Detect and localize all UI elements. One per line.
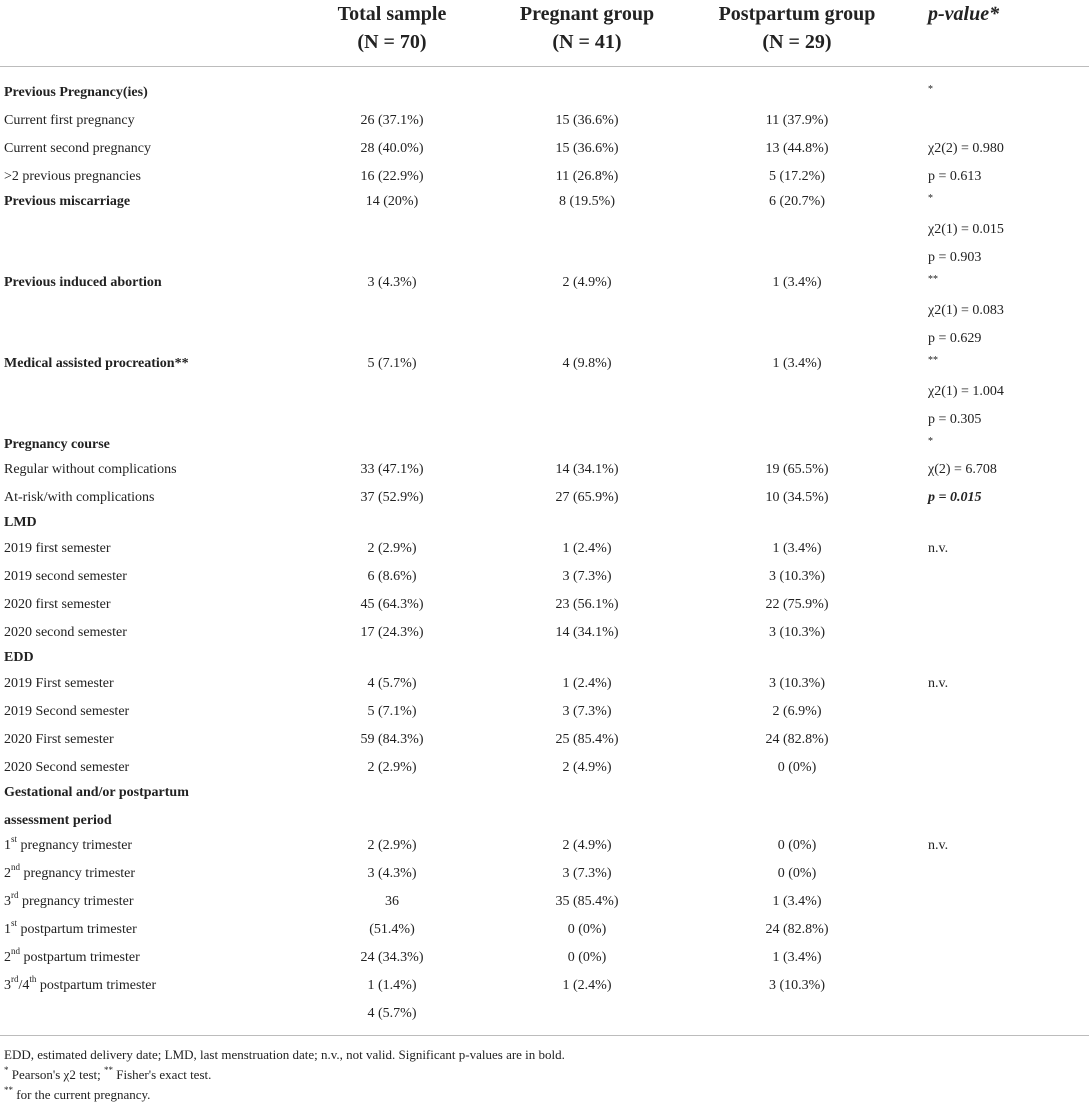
p-value-cell: ** [928,274,938,285]
total-sample-cell: 5 (7.1%) [367,356,417,371]
p-value-cell: p = 0.305 [928,412,982,427]
postpartum-group-cell: 3 (10.3%) [769,978,825,993]
row-label [4,834,133,855]
row-label-text: pregnancy trimester [23,866,136,881]
p-value-cell: χ2(1) = 1.004 [928,384,1004,399]
p-value-cell: p = 0.613 [928,169,982,184]
total-sample-cell: 45 (64.3%) [360,597,424,612]
ordinal-second-suffix: th [29,974,37,985]
postpartum-group-cell: 0 (0%) [777,760,817,775]
total-sample-header [322,0,462,56]
row-label: >2 previous pregnancies [4,169,141,184]
p-value-cell: * [928,193,933,204]
row-label: Pregnancy course [4,437,110,452]
p-value-cell: * [928,436,933,447]
p-value-cell: p = 0.015 [928,490,982,505]
total-sample-cell: 37 (52.9%) [360,490,424,505]
row-label-text: postpartum trimester [39,978,157,993]
row-label: Current first pregnancy [4,113,135,128]
pregnant-group-cell: 15 (36.6%) [555,141,619,156]
row-label: 2019 second semester [4,569,127,584]
table-bottom-divider [0,1035,1089,1036]
total-sample-cell: 16 (22.9%) [360,169,424,184]
pregnant-group-cell: 3 (7.3%) [562,866,612,881]
footnote-abbreviations: EDD, estimated delivery date; LMD, last menstruation date; n.v., not valid. Significant p-values are in bold. [4,1047,565,1062]
p-value-cell: χ(2) = 6.708 [928,462,997,477]
row-label: Current second pregnancy [4,141,151,156]
pregnant-group-cell: 25 (85.4%) [555,732,619,747]
row-label: Previous Pregnancy(ies) [4,85,148,100]
total-sample-cell: 4 (5.7%) [367,676,417,691]
p-value-cell: χ2(2) = 0.980 [928,141,1004,156]
pregnant-group-cell: 2 (4.9%) [562,275,612,290]
p-value-cell: n.v. [928,676,949,691]
ordinal: 1 [4,922,11,937]
p-value-cell: p = 0.903 [928,250,982,265]
ordinal-suffix: nd [11,946,20,957]
pregnant-group-cell: 14 (34.1%) [555,462,619,477]
postpartum-group-cell: 13 (44.8%) [765,141,829,156]
row-label [4,862,136,883]
pregnant-group-cell: 3 (7.3%) [562,569,612,584]
total-sample-cell: 59 (84.3%) [360,732,424,747]
total-sample-title: Total sample [337,3,447,25]
row-label: Previous miscarriage [4,194,131,209]
row-label-text: pregnancy trimester [22,894,134,909]
pregnant-group-cell: 0 (0%) [567,950,607,965]
ordinal: 2 [4,866,11,881]
pregnant-group-header [517,0,657,56]
postpartum-group-cell: 2 (6.9%) [772,704,822,719]
postpartum-group-cell: 3 (10.3%) [769,625,825,640]
row-label [4,946,140,967]
pregnant-group-cell: 14 (34.1%) [555,625,619,640]
pregnant-group-cell: 3 (7.3%) [562,704,612,719]
ordinal-suffix: st [11,918,18,929]
footnote-current-pregnancy: ** for the current pregnancy. [4,1084,151,1102]
total-sample-cell: 2 (2.9%) [367,838,417,853]
ordinal: 3 [4,894,11,909]
total-sample-cell: (51.4%) [369,922,415,937]
total-sample-cell: 4 (5.7%) [367,1006,417,1021]
postpartum-group-header [712,0,882,56]
total-sample-cell: 36 [385,894,399,909]
postpartum-group-title: Postpartum group [718,3,876,25]
postpartum-group-cell: 1 (3.4%) [772,356,822,371]
pregnant-group-cell: 11 (26.8%) [555,169,619,184]
row-label: Medical assisted procreation** [4,356,189,371]
pregnant-group-cell: 4 (9.8%) [562,356,612,371]
row-label: Regular without complications [4,462,177,477]
ordinal: 3 [4,978,11,993]
total-sample-n: (N = 70) [357,31,427,53]
total-sample-cell: 17 (24.3%) [360,625,424,640]
row-label-text: postpartum trimester [23,950,140,965]
row-label: assessment period [4,813,112,828]
pregnant-group-cell: 35 (85.4%) [555,894,619,909]
pregnant-group-cell: 2 (4.9%) [562,760,612,775]
postpartum-group-cell: 3 (10.3%) [769,569,825,584]
postpartum-group-cell: 3 (10.3%) [769,676,825,691]
ordinal: 1 [4,838,11,853]
row-label [4,918,137,939]
pregnant-group-cell: 1 (2.4%) [562,676,612,691]
postpartum-group-cell: 0 (0%) [777,838,817,853]
row-label-text: pregnancy trimester [20,838,133,853]
total-sample-cell: 14 (20%) [365,194,419,209]
p-value-cell: n.v. [928,541,949,556]
postpartum-group-cell: 5 (17.2%) [769,169,825,184]
total-sample-cell: 3 (4.3%) [367,275,417,290]
row-label: 2020 Second semester [4,760,130,775]
row-label [4,974,157,995]
total-sample-cell: 5 (7.1%) [367,704,417,719]
footnote-tests: * Pearson's χ2 test; ** Fisher's exact test. [4,1064,212,1082]
header-divider [0,66,1089,67]
pregnant-group-cell: 1 (2.4%) [562,541,612,556]
postpartum-group-cell: 1 (3.4%) [772,894,822,909]
row-label: Gestational and/or postpartum [4,785,189,800]
total-sample-cell: 26 (37.1%) [360,113,424,128]
pregnant-group-cell: 23 (56.1%) [555,597,619,612]
total-sample-cell: 28 (40.0%) [360,141,424,156]
row-label-text: postpartum trimester [20,922,137,937]
postpartum-group-cell: 6 (20.7%) [769,194,825,209]
row-label [4,890,134,911]
postpartum-group-cell: 24 (82.8%) [765,732,829,747]
ordinal-second: /4 [18,978,30,993]
postpartum-group-n: (N = 29) [762,31,832,53]
row-label: 2020 second semester [4,625,127,640]
total-sample-cell: 2 (2.9%) [367,760,417,775]
row-label: Previous induced abortion [4,275,162,290]
total-sample-cell: 24 (34.3%) [360,950,424,965]
p-value-cell: * [928,84,933,95]
row-label: 2020 first semester [4,597,111,612]
postpartum-group-cell: 1 (3.4%) [772,541,822,556]
postpartum-group-cell: 19 (65.5%) [765,462,829,477]
total-sample-cell: 3 (4.3%) [367,866,417,881]
total-sample-cell: 1 (1.4%) [367,978,417,993]
row-label: EDD [4,650,34,665]
total-sample-cell: 2 (2.9%) [367,541,417,556]
ordinal-suffix: rd [11,974,19,985]
p-value-cell: ** [928,355,938,366]
postpartum-group-cell: 10 (34.5%) [765,490,829,505]
postpartum-group-cell: 0 (0%) [777,866,817,881]
row-label: 2019 Second semester [4,704,130,719]
row-label: At-risk/with complications [4,490,155,505]
row-label: 2019 first semester [4,541,111,556]
postpartum-group-cell: 1 (3.4%) [772,950,822,965]
p-value-cell: n.v. [928,838,949,853]
p-value-cell: χ2(1) = 0.015 [928,222,1004,237]
p-value-cell: χ2(1) = 0.083 [928,303,1004,318]
total-sample-cell: 33 (47.1%) [360,462,424,477]
pregnant-group-n: (N = 41) [552,31,622,53]
row-label: 2020 First semester [4,732,114,747]
postpartum-group-cell: 1 (3.4%) [772,275,822,290]
total-sample-cell: 6 (8.6%) [367,569,417,584]
postpartum-group-cell: 24 (82.8%) [765,922,829,937]
pregnant-group-cell: 8 (19.5%) [559,194,615,209]
row-label: 2019 First semester [4,676,114,691]
ordinal-suffix: st [11,834,18,845]
pregnant-group-cell: 27 (65.9%) [555,490,619,505]
p-value-cell: p = 0.629 [928,331,982,346]
ordinal: 2 [4,950,11,965]
row-label: LMD [4,515,37,530]
pregnant-group-cell: 0 (0%) [567,922,607,937]
pregnant-group-cell: 1 (2.4%) [562,978,612,993]
table-header [0,0,1091,66]
p-value-header: p-value* [928,3,1000,25]
postpartum-group-cell: 22 (75.9%) [765,597,829,612]
postpartum-group-cell: 11 (37.9%) [765,113,829,128]
pregnant-group-cell: 15 (36.6%) [555,113,619,128]
ordinal-suffix: rd [11,890,19,901]
pregnant-group-title: Pregnant group [519,3,655,25]
pregnant-group-cell: 2 (4.9%) [562,838,612,853]
ordinal-suffix: nd [11,862,20,873]
